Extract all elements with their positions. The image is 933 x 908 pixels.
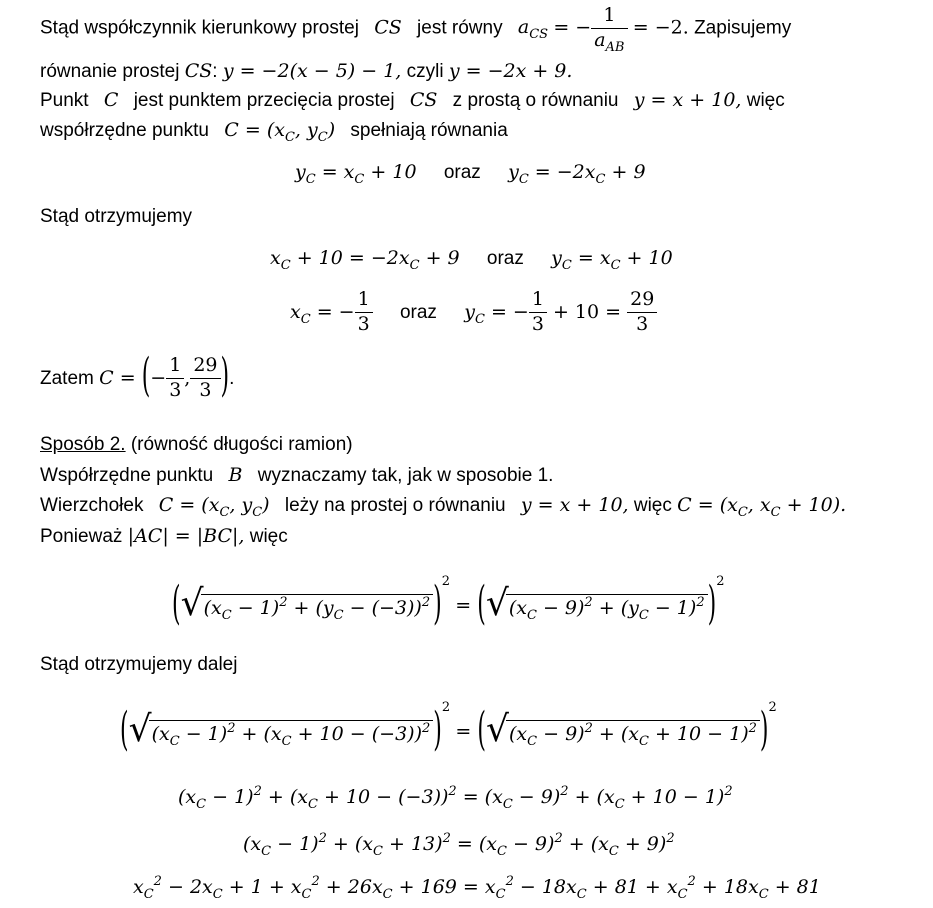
line2-eq2: y = −2x + 9. (448, 60, 573, 82)
line7-b: B (228, 464, 243, 486)
equation-b: $x_C + 10 = -2x_C + 9$ oraz $y_C = x_C + 10$ (270, 247, 673, 273)
equation-g: $(x_C - 1)^2 + (x_C + 13)^2 = (x_C - 9)^2 + (x_C + 9)^2$ (243, 831, 675, 859)
eqA-oraz: oraz (443, 162, 481, 183)
equation-e: ( √ $(x_C - 1)^2 + (x_C + 10 - (-3))^2$ )$^2$ = ( √ $(x_C - 9)^2 + (x_C + 10 - 1)^2$ )$^2$ (120, 700, 777, 758)
text-line-8: Wierzchołek $C = (x_C$, $y_C$) leży na prostej o równaniu y = x + 10, więc $C = (x_C$, $x_C + 10$). (40, 494, 847, 520)
eqB-oraz: oraz (486, 248, 524, 269)
text-line-4: współrzędne punktu $C = (x_C$, $y_C$) spełniają równania (40, 119, 508, 145)
text-line-5 (40, 207, 192, 226)
line3-c: C (103, 89, 119, 111)
line8-text-b: leży na prostej o równaniu (284, 495, 506, 516)
slope-symbol: $a_{CS}$ (517, 16, 549, 43)
text-line-10 (40, 655, 237, 674)
line8-text-a: Wierzchołek (40, 495, 144, 516)
method2-heading (40, 435, 353, 454)
line9-text-b: więc (249, 526, 288, 547)
line9-text-a: Ponieważ (40, 526, 123, 547)
slope-value: = −2. (632, 16, 689, 39)
line2-text-a: równanie prostej (40, 61, 180, 82)
line4-text-a: współrzędne punktu (40, 120, 209, 141)
method2-title: Sposób 2. (40, 434, 126, 455)
equation-d: ( √ $(x_C - 1)^2 + (y_C - (-3))^2$ )$^2$ = ( √ $(x_C - 9)^2 + (y_C - 1)^2$ )$^2$ (172, 574, 725, 632)
line8-eq: y = x + 10, (520, 494, 629, 516)
line2-text-b: czyli (406, 61, 444, 82)
text-line-9 (40, 527, 288, 546)
equation-f: $(x_C - 1)^2 + (x_C + 10 - (-3))^2 = (x_C - 9)^2 + (x_C + 10 - 1)^2$ (178, 784, 733, 812)
line1-text-a: Stąd współczynnik kierunkowy prostej (40, 17, 359, 39)
equation-h: $x_C^2 - 2x_C + 1 + x_C^2 + 26x_C + 169 = x_C^2 - 18x_C + 81 + x_C^2 + 18x_C + 81$ (133, 874, 821, 902)
line3-text-b: jest punktem przecięcia prostej (133, 90, 395, 111)
line3-text-a: Punkt (40, 90, 89, 111)
text-line-1: Stąd współczynnik kierunkowy prostej CS jest równy $a_{CS}$ = − $\frac{1}{a_{AB}}$ = −2. Zapisujemy (40, 4, 792, 55)
line1-cs: CS (374, 16, 402, 39)
line3-eq: y = x + 10, (633, 89, 742, 111)
line2-eq1: y = −2(x − 5) − 1, (222, 60, 402, 82)
equation-c: $x_C$ = − $\frac{1}{3}$ oraz $y_C$ = − $\frac{1}{3}$ + 10 = $\frac{29}{3}$ (290, 290, 657, 335)
line1-text-b: jest równy (417, 17, 503, 39)
line4-text-b: spełniają równania (350, 120, 508, 141)
line3-text-d: więc (746, 90, 785, 111)
method2-subtitle: (równość długości ramion) (130, 434, 353, 455)
text-line-6: Zatem C = (− $\frac{1}{3}$ , $\frac{29}{3}$ ). (40, 351, 235, 404)
line7-text-b: wyznaczamy tak, jak w sposobie 1. (257, 465, 554, 486)
slope-fraction: $\frac{1}{a_{AB}}$ (591, 6, 627, 51)
text-line-3 (40, 91, 785, 110)
line7-text-a: Współrzędne punktu (40, 465, 214, 486)
text-line-2: równanie prostej CS: y = −2(x − 5) − 1, czyli y = −2x + 9. (40, 60, 573, 82)
text-line-7 (40, 466, 553, 485)
line9-eq: |AC| = |BC|, (127, 525, 245, 547)
line10-text: Stąd otrzymujemy dalej (40, 654, 238, 675)
equation-a: $y_C = x_C + 10$ oraz $y_C = -2x_C + 9$ (295, 161, 646, 187)
eqC-oraz: oraz (399, 301, 437, 323)
line3-text-c: z prostą o równaniu (452, 90, 619, 111)
line1-text-c: Zapisujemy (694, 17, 792, 39)
line6-text: Zatem (40, 367, 94, 389)
line3-cs: CS (409, 89, 438, 111)
line5-text: Stąd otrzymujemy (40, 206, 193, 227)
line8-text-c: więc (633, 495, 672, 516)
